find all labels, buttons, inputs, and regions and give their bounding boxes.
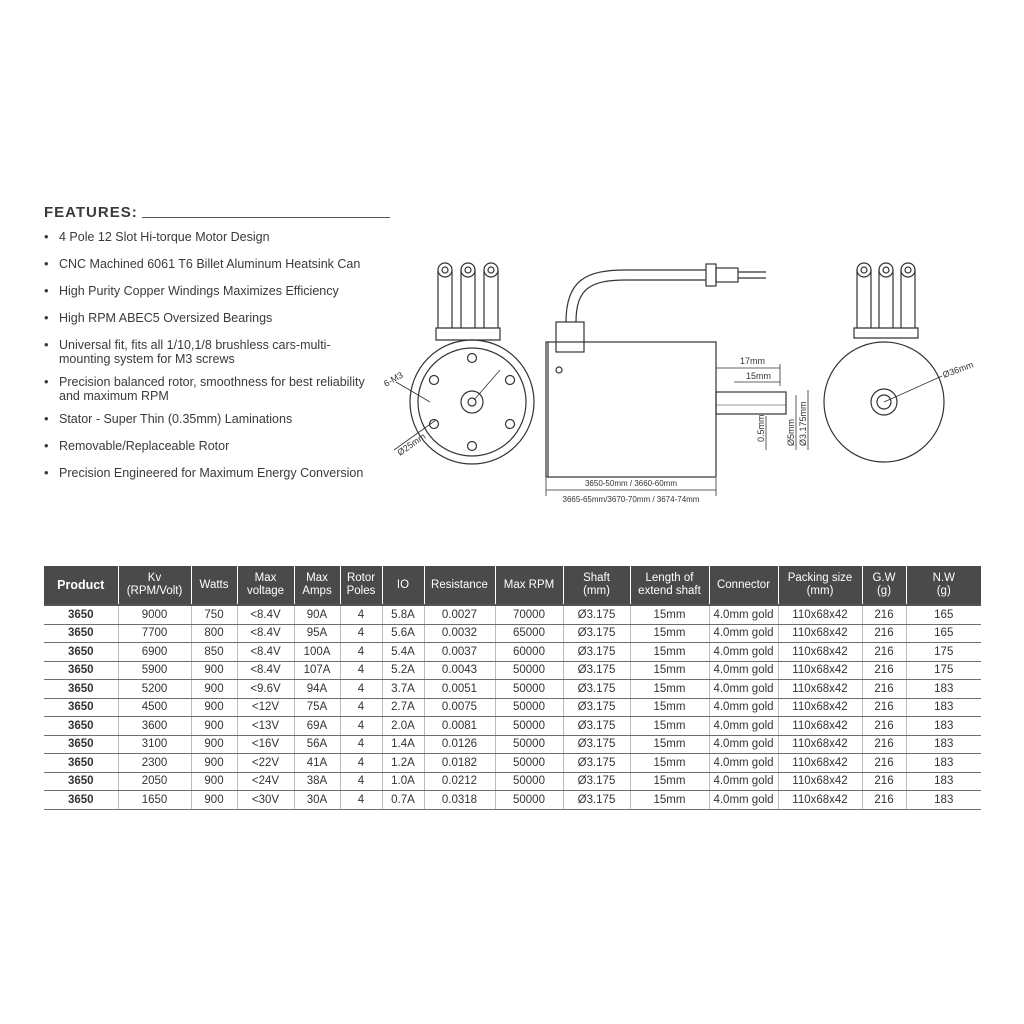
- table-cell: 165: [906, 624, 981, 643]
- table-cell: <8.4V: [237, 661, 294, 680]
- table-cell: <24V: [237, 772, 294, 791]
- table-cell: Ø3.175: [563, 624, 630, 643]
- table-cell: <30V: [237, 791, 294, 810]
- table-cell: 216: [862, 735, 906, 754]
- table-cell: <12V: [237, 698, 294, 717]
- table-cell: 110x68x42: [778, 680, 862, 699]
- table-cell: 50000: [495, 661, 563, 680]
- table-cell: 110x68x42: [778, 698, 862, 717]
- table-cell: 110x68x42: [778, 624, 862, 643]
- table-cell: 216: [862, 605, 906, 624]
- rear-diameter-label: Ø36mm: [941, 359, 975, 380]
- feature-item: • Precision balanced rotor, smoothness for best reliability and maximum RPM: [44, 375, 374, 403]
- table-cell: 4.0mm gold: [709, 680, 778, 699]
- table-cell: 15mm: [630, 772, 709, 791]
- table-cell: 94A: [294, 680, 340, 699]
- table-cell: 750: [191, 605, 237, 624]
- table-cell: 4.0mm gold: [709, 605, 778, 624]
- table-cell: 15mm: [630, 791, 709, 810]
- table-cell: 900: [191, 754, 237, 773]
- table-cell: 183: [906, 754, 981, 773]
- table-cell: 50000: [495, 754, 563, 773]
- length-label-2: 3665-65mm/3670-70mm / 3674-74mm: [562, 495, 700, 504]
- table-cell: 3600: [118, 717, 191, 736]
- table-header-cell: Max voltage: [237, 566, 294, 605]
- front-diameter-label: Ø25mm: [395, 431, 428, 458]
- table-cell: 4: [340, 643, 382, 662]
- table-header-cell: Packing size (mm): [778, 566, 862, 605]
- table-cell: 4: [340, 661, 382, 680]
- table-row: [44, 791, 981, 810]
- table-cell: 900: [191, 680, 237, 699]
- table-cell: 50000: [495, 698, 563, 717]
- table-row: [44, 754, 981, 773]
- table-cell: 1650: [118, 791, 191, 810]
- table-row: [44, 661, 981, 680]
- table-cell: 0.0081: [424, 717, 495, 736]
- table-cell: 183: [906, 772, 981, 791]
- table-cell: 900: [191, 791, 237, 810]
- table-cell: 216: [862, 791, 906, 810]
- table-cell: 4.0mm gold: [709, 698, 778, 717]
- shaft-d2-label: Ø3.175mm: [798, 401, 808, 446]
- table-cell: Ø3.175: [563, 643, 630, 662]
- table-row: [44, 772, 981, 791]
- table-cell: 0.0032: [424, 624, 495, 643]
- table-cell: 4: [340, 717, 382, 736]
- table-cell: 3650: [44, 643, 118, 662]
- table-cell: 110x68x42: [778, 772, 862, 791]
- table-cell: 2050: [118, 772, 191, 791]
- table-cell: 0.0027: [424, 605, 495, 624]
- table-cell: Ø3.175: [563, 791, 630, 810]
- table-cell: 15mm: [630, 717, 709, 736]
- table-cell: 0.0182: [424, 754, 495, 773]
- feature-item: • CNC Machined 6061 T6 Billet Aluminum Heatsink Can: [44, 257, 374, 271]
- table-cell: 900: [191, 698, 237, 717]
- table-header-cell: Kv (RPM/Volt): [118, 566, 191, 605]
- table-cell: 110x68x42: [778, 717, 862, 736]
- table-cell: 4.0mm gold: [709, 754, 778, 773]
- table-cell: Ø3.175: [563, 772, 630, 791]
- table-header-cell: Resistance: [424, 566, 495, 605]
- table-cell: 3100: [118, 735, 191, 754]
- table-header-cell: N.W (g): [906, 566, 981, 605]
- front-screw-label: 6-M3: [382, 369, 405, 389]
- table-cell: 38A: [294, 772, 340, 791]
- table-cell: 900: [191, 772, 237, 791]
- table-header-cell: IO: [382, 566, 424, 605]
- table-cell: 5200: [118, 680, 191, 699]
- table-cell: 3650: [44, 735, 118, 754]
- table-cell: 216: [862, 643, 906, 662]
- table-cell: 107A: [294, 661, 340, 680]
- table-cell: 50000: [495, 735, 563, 754]
- table-cell: 900: [191, 735, 237, 754]
- table-cell: Ø3.175: [563, 680, 630, 699]
- table-cell: 15mm: [630, 754, 709, 773]
- table-cell: 183: [906, 717, 981, 736]
- table-cell: 4: [340, 735, 382, 754]
- table-cell: 3650: [44, 605, 118, 624]
- table-row: [44, 624, 981, 643]
- table-body: [44, 605, 981, 809]
- table-cell: 6900: [118, 643, 191, 662]
- table-cell: <22V: [237, 754, 294, 773]
- table-cell: 4: [340, 754, 382, 773]
- table-cell: 110x68x42: [778, 735, 862, 754]
- front-view: [394, 263, 534, 464]
- table-header-cell: Product: [44, 566, 118, 605]
- table-header-cell: Max Amps: [294, 566, 340, 605]
- table-cell: 7700: [118, 624, 191, 643]
- table-cell: 3650: [44, 698, 118, 717]
- table-cell: 183: [906, 680, 981, 699]
- table-cell: 4: [340, 624, 382, 643]
- table-cell: Ø3.175: [563, 661, 630, 680]
- table-cell: <13V: [237, 717, 294, 736]
- table-row: [44, 680, 981, 699]
- table-cell: 4: [340, 605, 382, 624]
- table-header-cell: Connector: [709, 566, 778, 605]
- flat-label: 0.5mm: [756, 414, 766, 442]
- table-cell: 69A: [294, 717, 340, 736]
- table-cell: 50000: [495, 772, 563, 791]
- table-cell: 2300: [118, 754, 191, 773]
- table-header-cell: G.W (g): [862, 566, 906, 605]
- table-cell: 5.4A: [382, 643, 424, 662]
- table-cell: 75A: [294, 698, 340, 717]
- feature-item: • High RPM ABEC5 Oversized Bearings: [44, 311, 374, 325]
- table-cell: 183: [906, 791, 981, 810]
- table-cell: 50000: [495, 717, 563, 736]
- table-cell: 15mm: [630, 643, 709, 662]
- table-cell: 3650: [44, 754, 118, 773]
- table-cell: 165: [906, 605, 981, 624]
- spec-table: [44, 566, 981, 810]
- table-row: [44, 717, 981, 736]
- table-cell: 70000: [495, 605, 563, 624]
- table-cell: <8.4V: [237, 624, 294, 643]
- table-cell: 65000: [495, 624, 563, 643]
- table-cell: 60000: [495, 643, 563, 662]
- feature-item: • Stator - Super Thin (0.35mm) Laminations: [44, 412, 374, 426]
- table-cell: 30A: [294, 791, 340, 810]
- table-cell: 0.7A: [382, 791, 424, 810]
- table-cell: 0.0126: [424, 735, 495, 754]
- table-cell: 41A: [294, 754, 340, 773]
- table-cell: 110x68x42: [778, 754, 862, 773]
- feature-item: • 4 Pole 12 Slot Hi-torque Motor Design: [44, 230, 374, 244]
- table-row: [44, 735, 981, 754]
- table-cell: 216: [862, 680, 906, 699]
- table-cell: 0.0037: [424, 643, 495, 662]
- table-cell: 15mm: [630, 735, 709, 754]
- feature-item: • Removable/Replaceable Rotor: [44, 439, 374, 453]
- table-cell: 110x68x42: [778, 791, 862, 810]
- table-cell: 3650: [44, 680, 118, 699]
- table-cell: Ø3.175: [563, 754, 630, 773]
- table-cell: 216: [862, 661, 906, 680]
- table-cell: 1.0A: [382, 772, 424, 791]
- table-cell: 100A: [294, 643, 340, 662]
- shaft-extend-label: 15mm: [746, 371, 772, 381]
- table-header-row: [44, 566, 981, 605]
- table-cell: 3650: [44, 661, 118, 680]
- motor-diagram: [376, 250, 996, 510]
- table-cell: 15mm: [630, 624, 709, 643]
- features-title: FEATURES:: [44, 204, 138, 221]
- table-cell: 4.0mm gold: [709, 735, 778, 754]
- table-cell: 183: [906, 735, 981, 754]
- table-row: [44, 698, 981, 717]
- table-cell: 183: [906, 698, 981, 717]
- shaft-d1-label: Ø5mm: [786, 419, 796, 446]
- table-row: [44, 605, 981, 624]
- table-cell: 15mm: [630, 698, 709, 717]
- table-cell: 4.0mm gold: [709, 624, 778, 643]
- feature-item: • High Purity Copper Windings Maximizes Efficiency: [44, 284, 374, 298]
- table-cell: 216: [862, 717, 906, 736]
- table-cell: 15mm: [630, 661, 709, 680]
- table-cell: 175: [906, 643, 981, 662]
- table-cell: 0.0318: [424, 791, 495, 810]
- table-cell: <16V: [237, 735, 294, 754]
- table-cell: Ø3.175: [563, 717, 630, 736]
- table-cell: 850: [191, 643, 237, 662]
- table-cell: 216: [862, 754, 906, 773]
- table-cell: 15mm: [630, 605, 709, 624]
- table-header-cell: Max RPM: [495, 566, 563, 605]
- table-cell: 4.0mm gold: [709, 772, 778, 791]
- table-cell: 5900: [118, 661, 191, 680]
- table-cell: 4.0mm gold: [709, 717, 778, 736]
- table-cell: 4: [340, 772, 382, 791]
- table-cell: 3650: [44, 624, 118, 643]
- rear-view: [824, 263, 944, 462]
- table-cell: 110x68x42: [778, 605, 862, 624]
- table-cell: 3650: [44, 717, 118, 736]
- length-label-1: 3650-50mm / 3660-60mm: [584, 479, 678, 488]
- table-cell: Ø3.175: [563, 698, 630, 717]
- table-cell: 216: [862, 772, 906, 791]
- table-cell: 4.0mm gold: [709, 661, 778, 680]
- table-cell: 56A: [294, 735, 340, 754]
- table-cell: 5.6A: [382, 624, 424, 643]
- table-cell: 2.0A: [382, 717, 424, 736]
- table-cell: <8.4V: [237, 643, 294, 662]
- table-cell: 0.0212: [424, 772, 495, 791]
- table-header-cell: Length of extend shaft: [630, 566, 709, 605]
- table-cell: 110x68x42: [778, 643, 862, 662]
- features-list: [44, 230, 374, 493]
- table-cell: 90A: [294, 605, 340, 624]
- table-cell: 4: [340, 698, 382, 717]
- shaft-total-label: 17mm: [740, 356, 766, 366]
- table-cell: <9.6V: [237, 680, 294, 699]
- table-cell: 1.2A: [382, 754, 424, 773]
- table-header-cell: Shaft (mm): [563, 566, 630, 605]
- table-cell: 4500: [118, 698, 191, 717]
- table-cell: 4.0mm gold: [709, 643, 778, 662]
- table-cell: 5.2A: [382, 661, 424, 680]
- table-cell: 0.0051: [424, 680, 495, 699]
- table-cell: 9000: [118, 605, 191, 624]
- table-cell: 50000: [495, 680, 563, 699]
- table-cell: 3650: [44, 791, 118, 810]
- features-divider: [142, 217, 390, 218]
- table-cell: 50000: [495, 791, 563, 810]
- table-cell: 900: [191, 717, 237, 736]
- feature-item: • Universal fit, fits all 1/10,1/8 brushless cars-multi-mounting system for M3 screws: [44, 338, 374, 366]
- table-header-cell: Rotor Poles: [340, 566, 382, 605]
- table-cell: 3.7A: [382, 680, 424, 699]
- table-cell: 900: [191, 661, 237, 680]
- table-cell: Ø3.175: [563, 735, 630, 754]
- table-cell: 110x68x42: [778, 661, 862, 680]
- table-cell: <8.4V: [237, 605, 294, 624]
- table-cell: 175: [906, 661, 981, 680]
- table-cell: 15mm: [630, 680, 709, 699]
- table-cell: 5.8A: [382, 605, 424, 624]
- table-cell: 2.7A: [382, 698, 424, 717]
- table-cell: 216: [862, 624, 906, 643]
- table-cell: 800: [191, 624, 237, 643]
- table-cell: 0.0075: [424, 698, 495, 717]
- table-cell: 0.0043: [424, 661, 495, 680]
- table-cell: 4.0mm gold: [709, 791, 778, 810]
- table-cell: 95A: [294, 624, 340, 643]
- table-cell: 4: [340, 791, 382, 810]
- table-cell: 1.4A: [382, 735, 424, 754]
- table-header-cell: Watts: [191, 566, 237, 605]
- table-cell: Ø3.175: [563, 605, 630, 624]
- feature-item: • Precision Engineered for Maximum Energy Conversion: [44, 466, 374, 480]
- table-cell: 216: [862, 698, 906, 717]
- table-cell: 3650: [44, 772, 118, 791]
- table-row: [44, 643, 981, 662]
- table-cell: 4: [340, 680, 382, 699]
